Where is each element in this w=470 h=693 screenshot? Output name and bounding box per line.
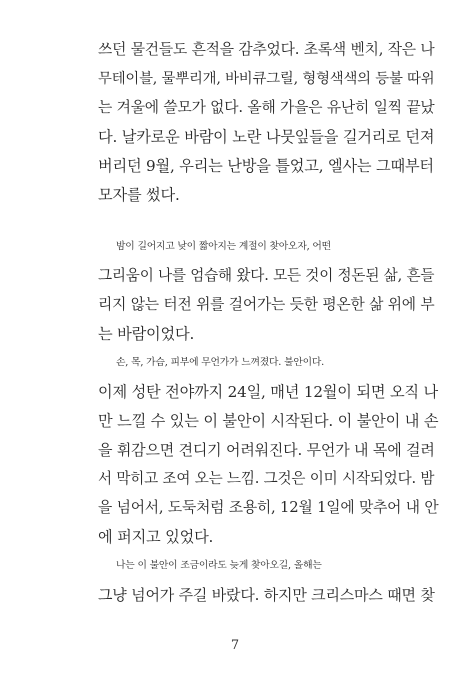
text-line: 서 막히고 조여 오는 느낌. 그것은 이미 시작되었다. 밤	[98, 470, 435, 487]
text-line: 리지 않는 터전 위를 걸어가는 듯한 평온한 삶 위에 부	[98, 296, 435, 313]
text-line: 에 퍼지고 있었다.	[98, 528, 214, 546]
text-line: 나는 이 불안이 조금이라도 늦게 찾아오길, 올해는	[116, 560, 322, 571]
text-line: 는 겨울에 쓸모가 없다. 올해 가을은 유난히 일찍 끝났	[98, 99, 435, 116]
text-line: 는 바람이었다.	[98, 325, 195, 343]
text-line: 무테이블, 물뿌리개, 바비큐그릴, 형형색색의 등불 따위	[98, 71, 435, 87]
text-line: 모자를 썼다.	[98, 186, 180, 204]
text-line: 쓰던 물건들도 흔적을 감추었다. 초록색 벤치, 작은 나	[98, 41, 435, 58]
text-line: 을 휘감으면 견디기 어려워진다. 무언가 내 목에 걸려	[98, 441, 435, 459]
text-line: 그냥 넘어가 주길 바랐다. 하지만 크리스마스 때면 찾	[98, 586, 435, 604]
text-line: 다. 날카로운 바람이 노란 나뭇잎들을 길거리로 던져	[98, 128, 435, 146]
text-line: 버리던 9월, 우리는 난방을 틀었고, 엘사는 그때부터	[98, 157, 434, 175]
text-line: 그리움이 나를 엄습해 왔다. 모든 것이 정돈된 삶, 흔들	[98, 267, 435, 284]
text-line: 밤이 길어지고 낮이 짧아지는 계절이 찾아오자, 어떤	[116, 241, 331, 252]
text-line: 손, 목, 가슴, 피부에 무언가가 느껴졌다. 불안이다.	[116, 357, 325, 368]
text-line: 이제 성탄 전야까지 24일, 매년 12월이 되면 오직 나	[98, 383, 438, 401]
text-line: 을 넘어서, 도둑처럼 조용히, 12월 1일에 맞추어 내 안	[98, 499, 439, 516]
text-line: 만 느낄 수 있는 이 불안이 시작된다. 이 불안이 내 손	[98, 412, 439, 430]
page-number: 7	[230, 638, 240, 653]
